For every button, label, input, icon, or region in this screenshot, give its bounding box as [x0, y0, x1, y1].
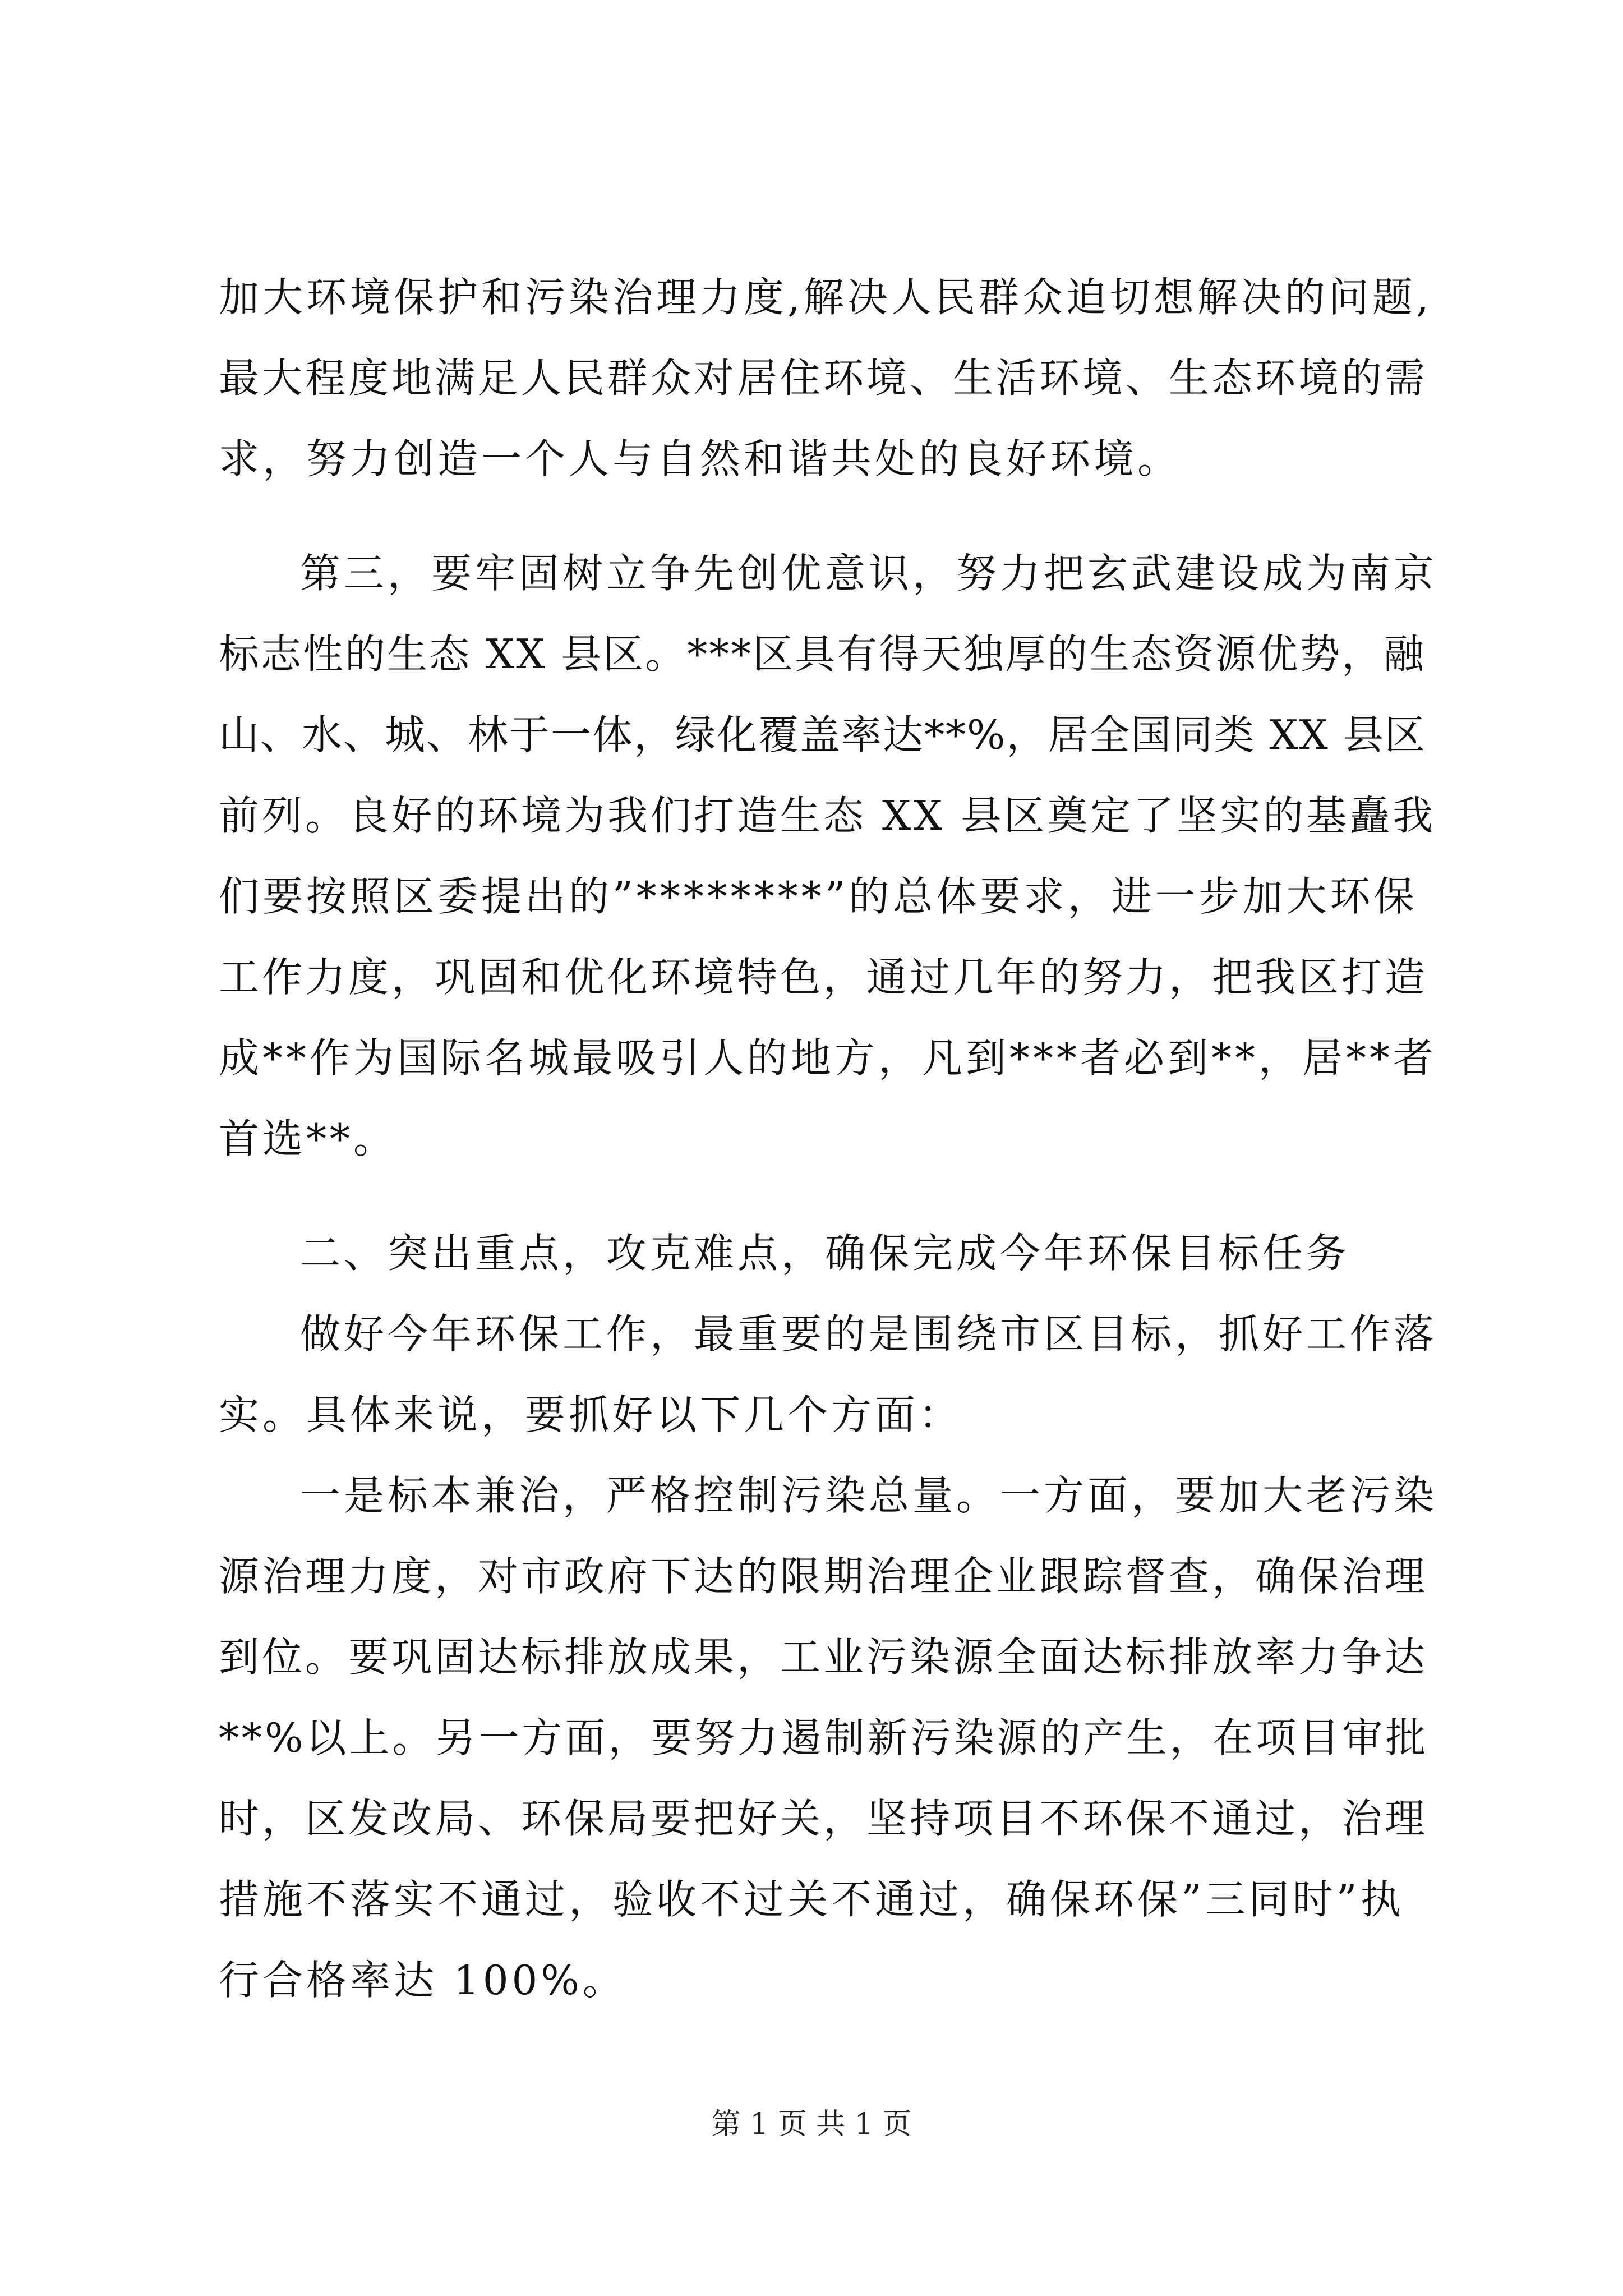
text-line: 们要按照区委提出的”********”的总体要求，进一步加大环保	[219, 873, 1418, 920]
text-line: **%以上。另一方面，要努力遏制新污染源的产生，在项目审批	[219, 1714, 1429, 1761]
text-line: 成**作为国际名城最吸引人的地方，凡到***者必到**，居**者	[219, 1034, 1437, 1082]
text-line: 第三，要牢固树立争先创优意识，努力把玄武建设成为南京	[300, 550, 1438, 597]
text-line: 山、水、城、林于一体，绿化覆盖率达**%，居全国同类 XX 县区	[219, 711, 1426, 758]
text-line: 一是标本兼治，严格控制污染总量。一方面，要加大老污染	[300, 1472, 1438, 1519]
text-line: 首选**。	[219, 1115, 398, 1162]
text-line: 最大程度地满足人民群众对居住环境、生活环境、生态环境的需	[219, 355, 1428, 402]
text-line: 到位。要巩固达标排放成果，工业污染源全面达标排放率力争达	[219, 1634, 1428, 1681]
page-footer: 第 1 页 共 1 页	[711, 2108, 912, 2141]
section-heading: 二、突出重点，攻克难点，确保完成今年环保目标任务	[300, 1230, 1350, 1277]
text-line: 源治理力度，对市政府下达的限期治理企业跟踪督查，确保治理	[219, 1553, 1428, 1600]
text-line: 工作力度，巩固和优化环境特色，通过几年的努力，把我区打造	[219, 954, 1428, 1001]
text-line: 做好今年环保工作，最重要的是围绕市区目标，抓好工作落	[300, 1310, 1438, 1358]
text-line: 加大环境保护和污染治理力度,解决人民群众迫切想解决的问题,	[219, 274, 1432, 321]
text-line: 时，区发改局、环保局要把好关，坚持项目不环保不通过，治理	[219, 1795, 1428, 1842]
text-line: 措施不落实不通过，验收不过关不通过，确保环保”三同时”执	[219, 1876, 1404, 1923]
text-line: 行合格率达 100%。	[219, 1957, 626, 2004]
text-line: 求，努力创造一个人与自然和谐共处的良好环境。	[219, 435, 1182, 482]
text-line: 实。具体来说，要抓好以下几个方面：	[219, 1391, 963, 1438]
text-line: 标志性的生态 XX 县区。***区具有得天独厚的生态资源优势，融	[219, 631, 1426, 678]
text-line: 前列。良好的环境为我们打造生态 XX 县区奠定了坚实的基矗我	[219, 792, 1436, 839]
